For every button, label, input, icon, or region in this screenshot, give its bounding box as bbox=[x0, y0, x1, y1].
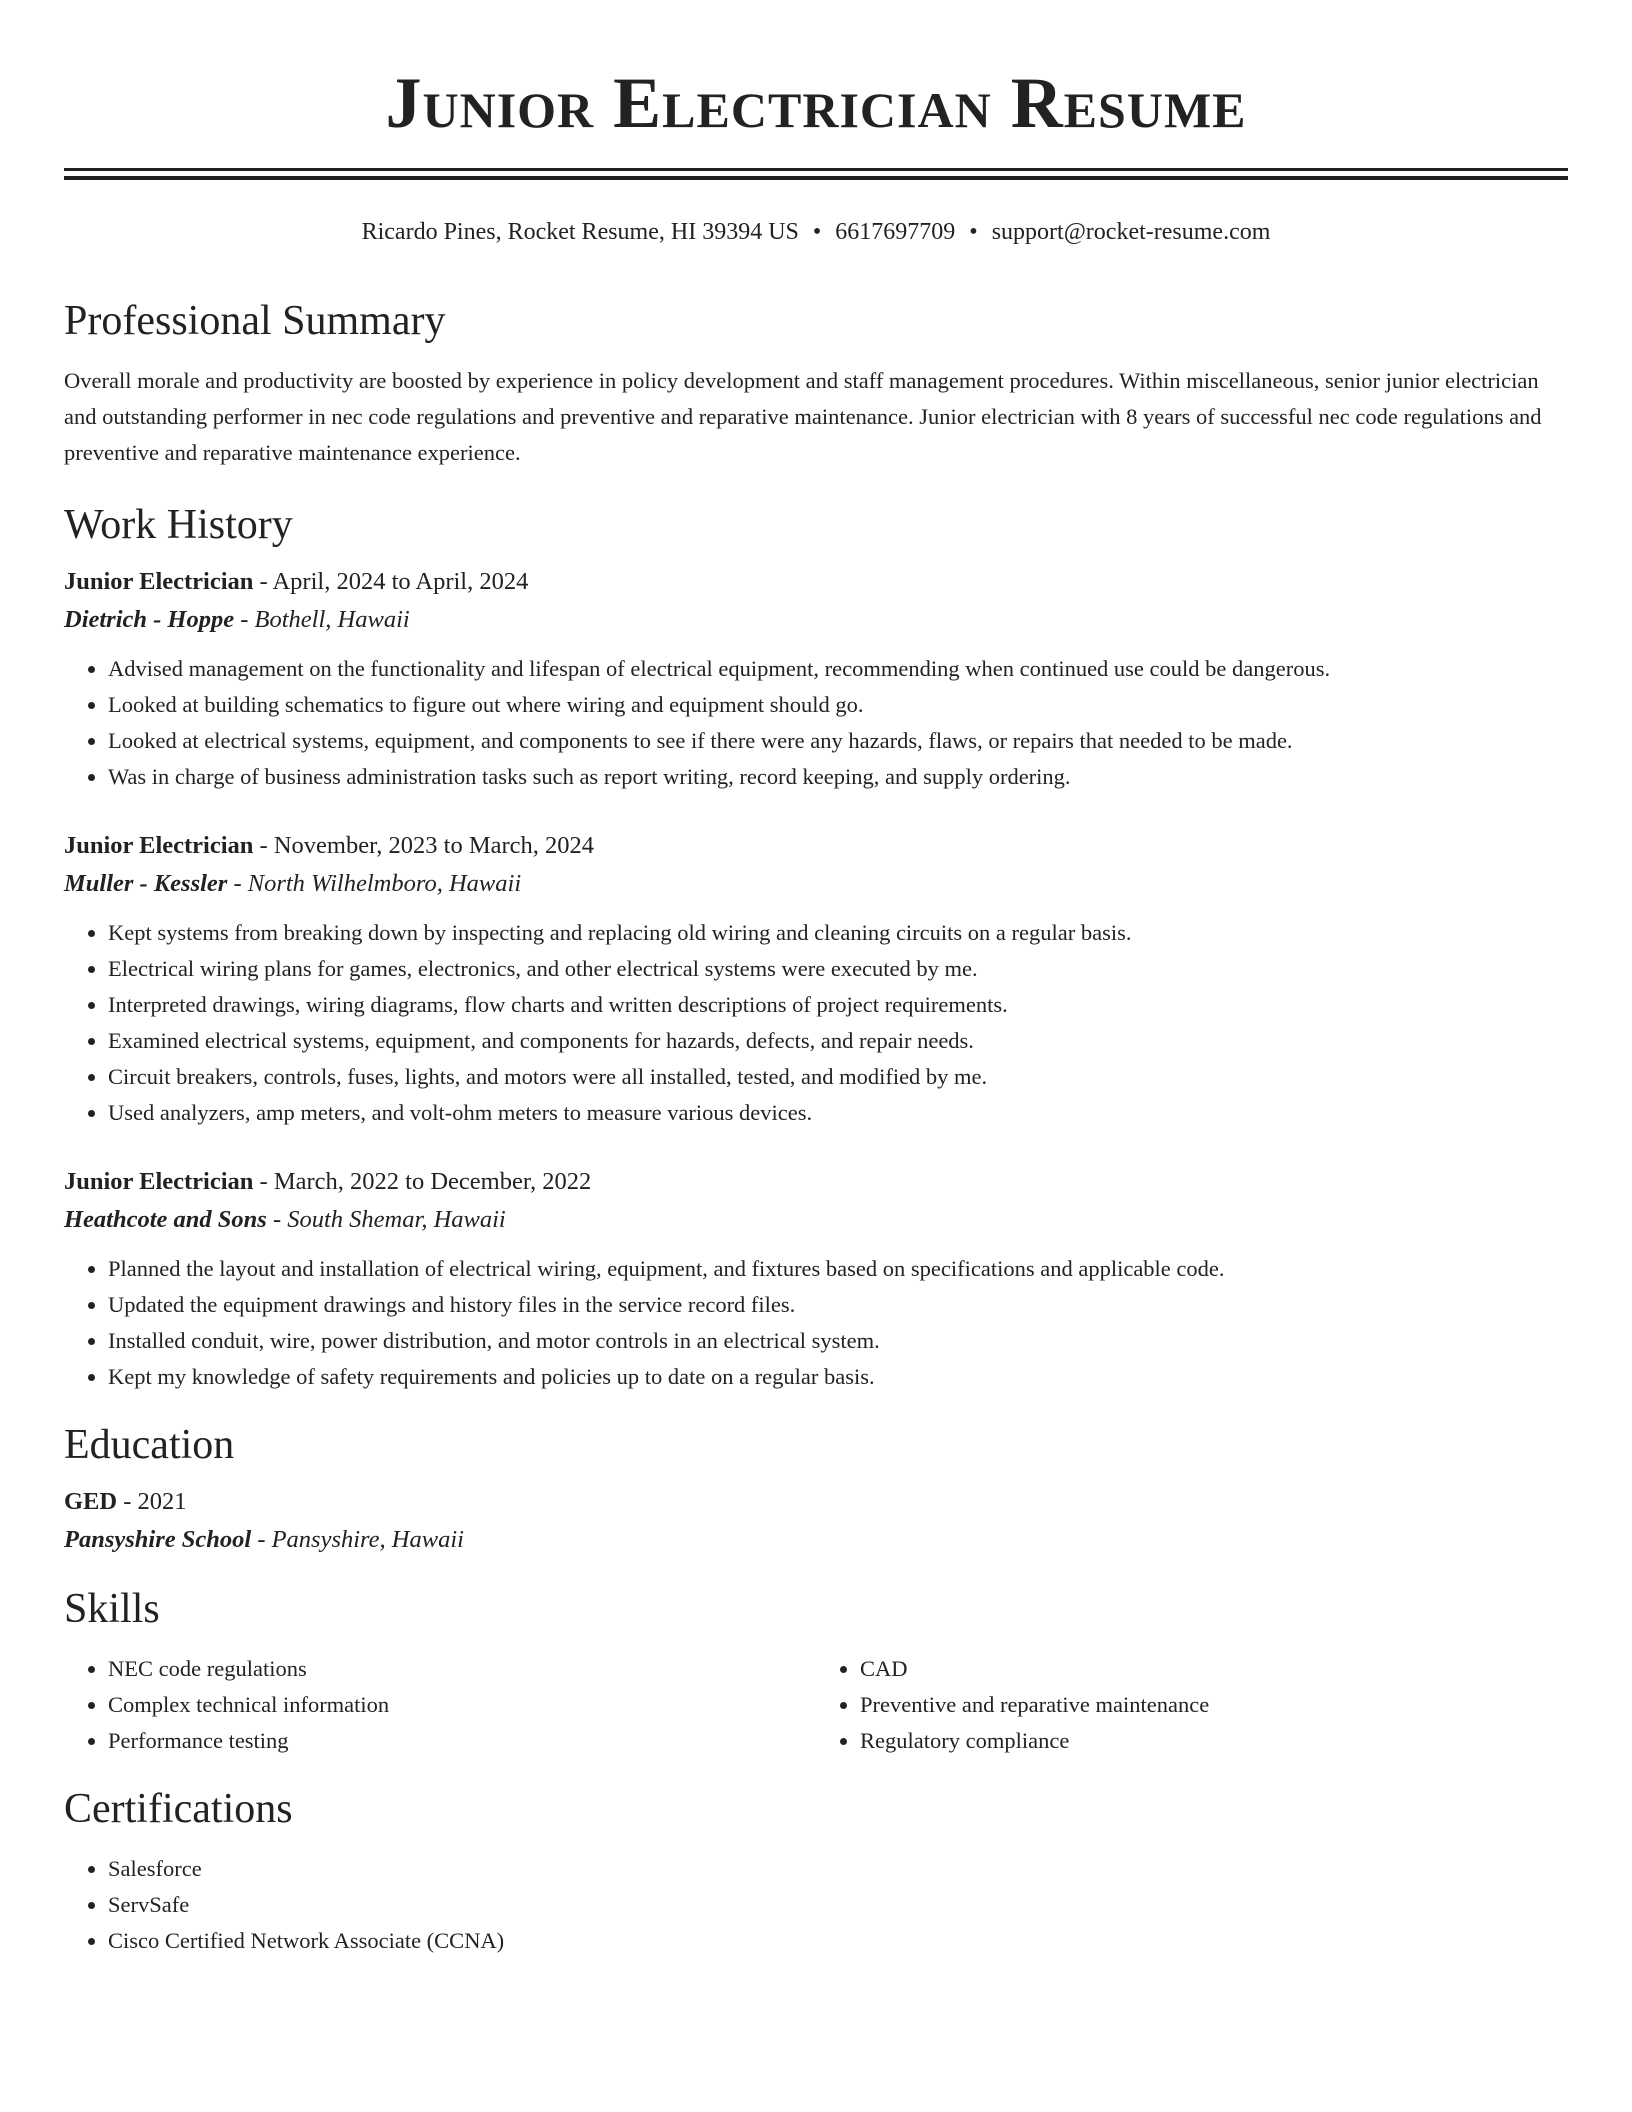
job-duty: • Looked at electrical systems, equipment, and components to see if there were any hazards, flaws, or repairs that needed to be made. bbox=[108, 723, 1568, 759]
job-employer bbox=[64, 865, 1568, 903]
skills-column-right bbox=[816, 1651, 1568, 1759]
certification-item: • Salesforce bbox=[108, 1851, 1568, 1887]
job-title: Junior Electrician bbox=[64, 832, 254, 859]
work-history-heading: Work History bbox=[64, 502, 293, 548]
title-divider-top bbox=[64, 168, 1568, 171]
education-degree: GED bbox=[64, 1488, 118, 1515]
skill-item: • Complex technical information bbox=[108, 1687, 816, 1723]
contact-email: support@rocket-resume.com bbox=[991, 219, 1271, 245]
contact-phone: 6617697709 bbox=[835, 219, 956, 245]
skill-item: • Regulatory compliance bbox=[860, 1723, 1568, 1759]
skill-item: • CAD bbox=[860, 1651, 1568, 1687]
education-school: Pansyshire School bbox=[64, 1526, 252, 1553]
summary-text: Overall morale and productivity are boosted by experience in policy development and staff management procedures. Within miscellaneous, senior junior electrician and outstanding performer in nec code regulations and preventive and reparative maintenance. Junior electrician with 8 years of successful nec code regulations and preventive and reparative maintenance experience. bbox=[64, 368, 1542, 465]
job-location: - South Shemar, Hawaii bbox=[266, 1206, 506, 1233]
job-duty: • Updated the equipment drawings and history files in the service record files. bbox=[108, 1287, 1568, 1323]
job-company: Dietrich - Hoppe bbox=[64, 606, 235, 633]
skills-heading: Skills bbox=[64, 1586, 160, 1632]
job-duty: • Looked at building schematics to figure out where wiring and equipment should go. bbox=[108, 687, 1568, 723]
certification-item: • ServSafe bbox=[108, 1887, 1568, 1923]
resume-title: Junior Electrician Resume bbox=[385, 63, 1247, 143]
certification-item: • Cisco Certified Network Associate (CCNA) bbox=[108, 1923, 1568, 1959]
job-duty: • Kept systems from breaking down by inspecting and replacing old wiring and cleaning circuits on a regular basis. bbox=[108, 915, 1568, 951]
job-duties bbox=[64, 1251, 1568, 1395]
contact-separator: • bbox=[969, 219, 978, 245]
job-header bbox=[64, 563, 1568, 601]
job-entry bbox=[64, 563, 1568, 795]
job-entry bbox=[64, 1163, 1568, 1395]
certifications-heading: Certifications bbox=[64, 1786, 293, 1832]
job-title: Junior Electrician bbox=[64, 1168, 254, 1195]
job-duty: • Kept my knowledge of safety requirements and policies up to date on a regular basis. bbox=[108, 1359, 1568, 1395]
job-title: Junior Electrician bbox=[64, 568, 254, 595]
job-duties bbox=[64, 651, 1568, 795]
job-dates: - November, 2023 to March, 2024 bbox=[253, 832, 595, 859]
job-header bbox=[64, 827, 1568, 865]
job-location: - North Wilhelmboro, Hawaii bbox=[227, 870, 522, 897]
job-employer bbox=[64, 1201, 1568, 1239]
skills-column-left bbox=[64, 1651, 816, 1759]
job-duty: • Planned the layout and installation of electrical wiring, equipment, and fixtures based on specifications and applicable code. bbox=[108, 1251, 1568, 1287]
job-duty: • Advised management on the functionality and lifespan of electrical equipment, recommending when continued use could be dangerous. bbox=[108, 651, 1568, 687]
education-heading: Education bbox=[64, 1422, 235, 1468]
summary-heading: Professional Summary bbox=[64, 298, 446, 344]
job-header bbox=[64, 1163, 1568, 1201]
job-duty: • Installed conduit, wire, power distribution, and motor controls in an electrical system. bbox=[108, 1323, 1568, 1359]
job-duty: • Interpreted drawings, wiring diagrams, flow charts and written descriptions of project requirements. bbox=[108, 987, 1568, 1023]
contact-separator: • bbox=[812, 219, 822, 245]
job-employer bbox=[64, 601, 1568, 639]
job-duty: • Used analyzers, amp meters, and volt-ohm meters to measure various devices. bbox=[108, 1095, 1568, 1131]
skill-item: • NEC code regulations bbox=[108, 1651, 816, 1687]
contact-address: Ricardo Pines, Rocket Resume, HI 39394 US bbox=[361, 219, 799, 245]
skill-item: • Performance testing bbox=[108, 1723, 816, 1759]
certifications-list bbox=[64, 1851, 1568, 1959]
job-duty: • Electrical wiring plans for games, electronics, and other electrical systems were executed by me. bbox=[108, 951, 1568, 987]
job-company: Muller - Kessler bbox=[64, 870, 228, 897]
job-location: - Bothell, Hawaii bbox=[234, 606, 410, 633]
contact-line bbox=[64, 215, 1568, 249]
job-dates: - April, 2024 to April, 2024 bbox=[253, 568, 529, 595]
job-duty: • Was in charge of business administration tasks such as report writing, record keeping, and supply ordering. bbox=[108, 759, 1568, 795]
education-year: - 2021 bbox=[117, 1488, 187, 1515]
education-header bbox=[64, 1483, 1568, 1521]
education-entry bbox=[64, 1483, 1568, 1559]
skills-list bbox=[64, 1651, 1568, 1759]
education-location: - Pansyshire, Hawaii bbox=[251, 1526, 464, 1553]
job-duty: • Circuit breakers, controls, fuses, lights, and motors were all installed, tested, and modified by me. bbox=[108, 1059, 1568, 1095]
job-company: Heathcote and Sons bbox=[64, 1206, 267, 1233]
education-school-line bbox=[64, 1521, 1568, 1559]
title-divider-bottom bbox=[64, 176, 1568, 180]
skill-item: • Preventive and reparative maintenance bbox=[860, 1687, 1568, 1723]
job-dates: - March, 2022 to December, 2022 bbox=[253, 1168, 592, 1195]
job-entry bbox=[64, 827, 1568, 1131]
job-duty: • Examined electrical systems, equipment, and components for hazards, defects, and repair needs. bbox=[108, 1023, 1568, 1059]
job-duties bbox=[64, 915, 1568, 1131]
